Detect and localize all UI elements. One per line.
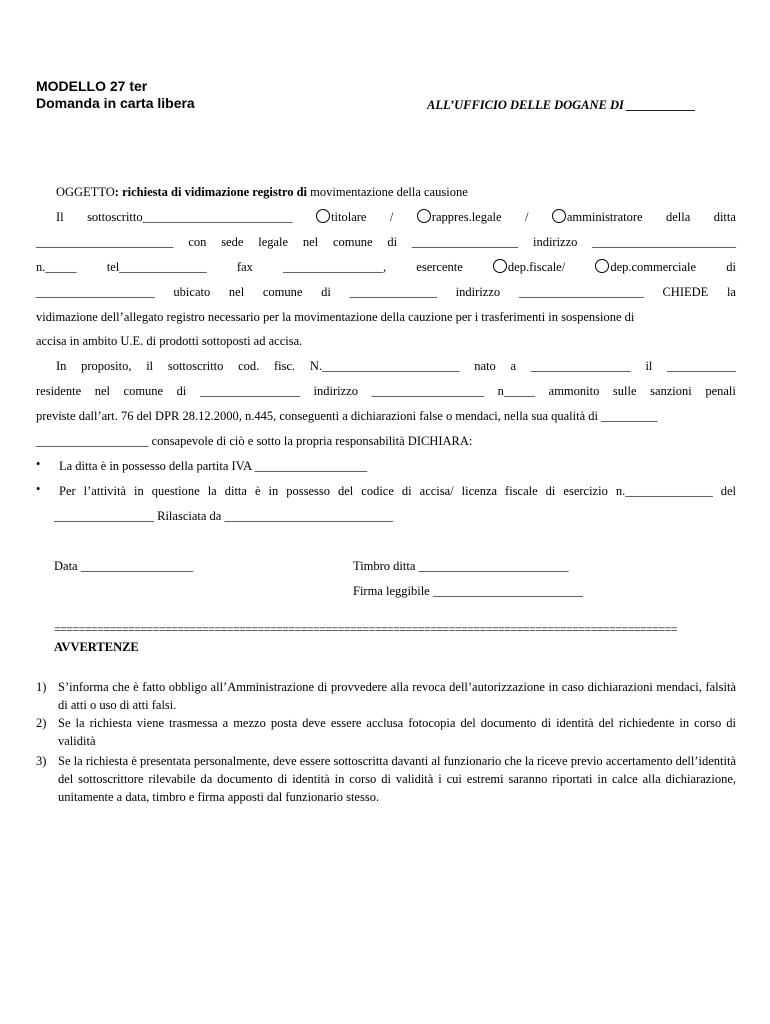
word: cod. [238,359,260,373]
line-subscriber [56,208,736,226]
word: nato [474,359,496,373]
option-label: titolare [331,210,367,224]
word: con [188,235,207,249]
word: proposito, [81,359,132,373]
radio-circle-icon[interactable] [417,209,431,223]
line-residence [36,382,736,400]
word: è [254,484,261,498]
excise-issued-line: ________________ Rilasciata da ___________________________ [54,509,394,523]
word: esercizio [563,484,608,498]
word: indirizzo [313,384,358,398]
word: legale [258,235,289,249]
address-field[interactable]: _______________________ [592,235,736,249]
warning-text: S’informa che è fatto obbligo all’Amministrazione di provvedere alla revoca dell’autorizzazione in caso dichiarazioni mendaci, falsità di atti o uso di atti falsi. [58,680,736,712]
option-titolare[interactable] [316,208,366,226]
word: del [720,484,736,498]
word: comune [332,235,373,249]
warning-number: 1) [36,680,47,694]
subject-prefix: OGGETTO [56,185,115,199]
word: la [726,285,736,299]
tax-code-field[interactable]: N.______________________ [309,359,460,373]
word: ditta [713,210,736,224]
phone-field[interactable]: tel______________ [106,260,207,274]
word: residente [36,384,82,398]
residence-field[interactable]: ________________ [199,384,300,398]
word: possesso [286,484,330,498]
word: licenza [461,484,498,498]
word: Per [59,484,76,498]
warning-text: Se la richiesta viene trasmessa a mezzo posta deve essere acclusa fotocopia del documento di identità del richiedente in corso di validità [58,716,736,748]
body-text-line: accisa in ambito U.E. di prodotti sottoposti ad accisa. [36,334,303,348]
word: in [134,484,144,498]
office-heading: ALL’UFFICIO DELLE DOGANE DI ___________ [427,98,696,112]
slash: / [389,210,394,224]
radio-circle-icon[interactable] [316,209,330,223]
word: ubicato [173,285,211,299]
word: fiscale [505,484,538,498]
option-rappres[interactable] [417,208,502,226]
word: ammonito [548,384,600,398]
radio-circle-icon[interactable] [552,209,566,223]
warning-item [36,714,736,750]
word: fax [236,260,253,274]
word: di [726,260,736,274]
word: accisa/ [419,484,454,498]
model-title: MODELLO 27 ter [36,78,148,94]
address-field[interactable]: __________________ [371,384,485,398]
word: sottoscritto [167,359,224,373]
line-legal-seat [36,233,736,251]
word: del [338,484,354,498]
word: di [176,384,187,398]
word: di [387,235,398,249]
option-amministratore[interactable] [552,208,643,226]
option-dep-commerciale[interactable] [595,258,696,276]
subscriber-field[interactable]: sottoscritto________________________ [87,210,293,224]
word: fisc. [274,359,296,373]
word: indirizzo [532,235,578,249]
option-label: dep.commerciale [610,260,697,274]
number-field[interactable]: n._____ [36,260,77,274]
radio-circle-icon[interactable] [595,259,609,273]
option-label: dep.fiscale/ [507,260,566,274]
word: nel [302,235,319,249]
word: di [401,484,412,498]
body-text-line: previste dall’art. 76 del DPR 28.12.2000, n.445, conseguenti a dichiarazioni false o mendaci, nella sua qualità di _________ [36,409,658,423]
warning-number: 3) [36,754,47,768]
body-text-line: __________________ consapevole di ciò e sotto la propria responsabilità DICHIARA: [36,434,473,448]
birthplace-field[interactable]: ________________ [530,359,631,373]
line-location [36,283,736,301]
word: comune [262,285,303,299]
subject-bold: : richiesta di vidimazione registro di [114,185,308,199]
option-label: amministratore [566,210,643,224]
word: penali [705,384,736,398]
word: il [146,359,154,373]
warning-item [36,678,736,714]
location-field[interactable]: ___________________ [36,285,155,299]
word: nel [228,285,245,299]
word: comune [123,384,164,398]
word: sede [221,235,244,249]
word: della [665,210,691,224]
word: codice [361,484,394,498]
word: l’attività [83,484,127,498]
fax-field[interactable]: ________________, [283,260,387,274]
line-contacts [36,258,736,276]
warnings-title: AVVERTENZE [54,640,139,654]
model-subtitle: Domanda in carta libera [36,95,195,111]
line-tax-code [56,357,736,375]
municipality-field[interactable]: ______________ [349,285,437,299]
bullet-icon: • [36,482,41,496]
word: esercente [416,260,463,274]
bullet-vat: La ditta è in possesso della partita IVA __________________ [59,459,368,473]
slash: / [524,210,529,224]
separator-line: ===================================================================================================== [54,622,677,636]
number-field[interactable]: n_____ [497,384,536,398]
word: sanzioni [650,384,692,398]
option-label: rappres.legale [431,210,502,224]
stamp-field[interactable]: Timbro ditta ________________________ [353,559,569,573]
word: In [56,359,67,373]
word: ditta [224,484,247,498]
word: di [545,484,556,498]
word: di [321,285,331,299]
excise-number-field[interactable]: n.______________ [615,484,713,498]
word: il [645,359,653,373]
word: Il [56,210,64,224]
word: questione [151,484,200,498]
word: la [207,484,217,498]
warning-text: Se la richiesta è presentata personalmente, deve essere sottoscritta davanti al funzionario che la riceve previo accertamento dell’identità del sottoscrittore rilevabile da documento di identità in corso di validità i cui estremi saranno riportati in calce alla dichiarazione, unitamente a data, timbro e firma apposti dal funzionario stesso. [58,754,736,804]
radio-circle-icon[interactable] [493,259,507,273]
birthdate-field[interactable]: ___________ [667,359,736,373]
option-dep-fiscale[interactable] [493,258,565,276]
word: nel [94,384,110,398]
signature-field[interactable]: Firma leggibile ________________________ [353,584,583,598]
body-text-line: vidimazione dell’allegato registro necessario per la movimentazione della cauzione per i trasferimenti in sospensione di [36,310,635,324]
word: CHIEDE [662,285,709,299]
company-field[interactable]: ______________________ [36,235,174,249]
word: indirizzo [455,285,501,299]
date-field[interactable]: Data __________________ [54,559,194,573]
word: in [268,484,279,498]
municipality-field[interactable]: _________________ [411,235,519,249]
warning-item [36,752,736,806]
subject-line [56,183,736,201]
word: a [510,359,517,373]
address-field[interactable]: ____________________ [518,285,644,299]
bullet-icon: • [36,457,41,471]
subject-rest: movimentazione della causione [307,185,468,199]
warning-number: 2) [36,716,47,730]
bullet-excise [59,482,736,500]
word: sulle [612,384,637,398]
